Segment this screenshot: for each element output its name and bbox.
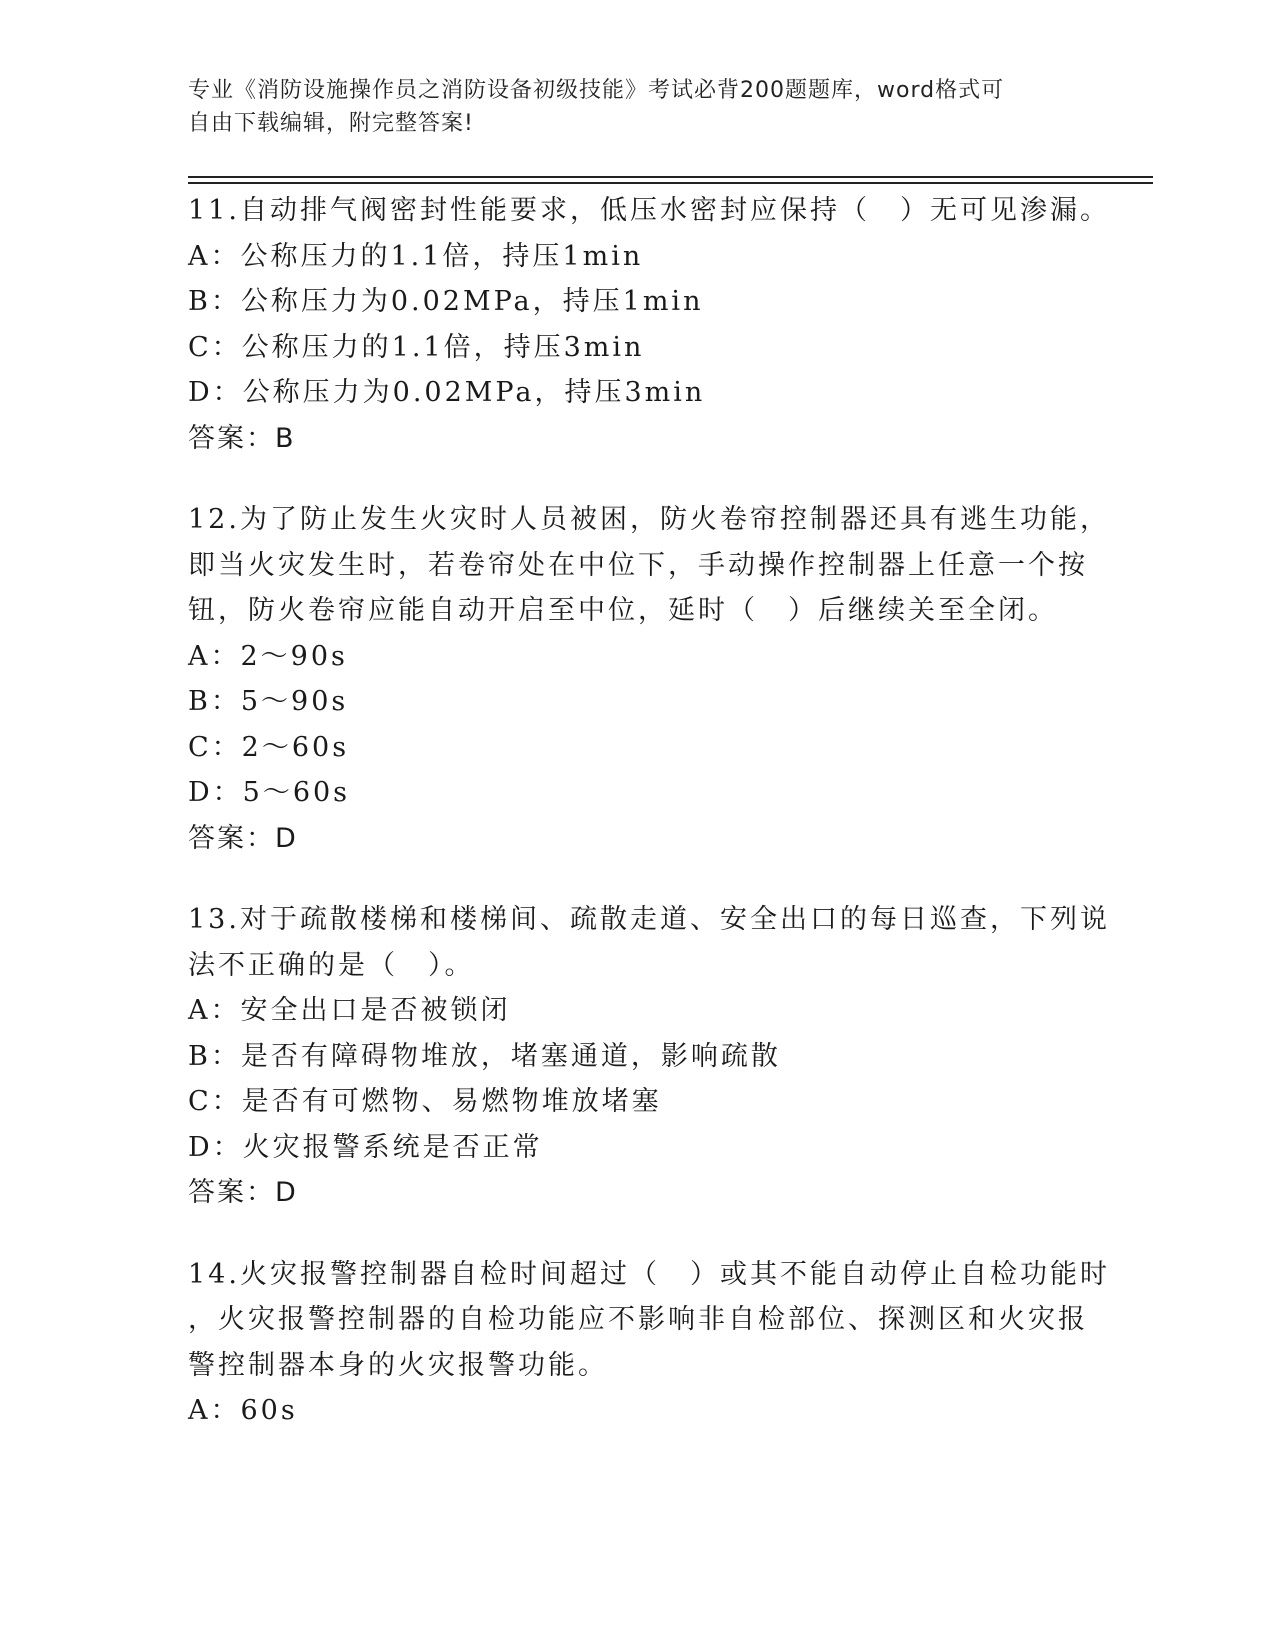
option-a: A：安全出口是否被锁闭 bbox=[188, 995, 511, 1026]
header-divider-bottom bbox=[188, 182, 1153, 184]
option-a: A：2～90s bbox=[188, 640, 348, 672]
answer-line: 答案：D bbox=[188, 1177, 298, 1208]
option-c: C：2～60s bbox=[188, 731, 350, 763]
question-14 bbox=[188, 1252, 1110, 1434]
question-stem: 钮，防火卷帘应能自动开启至中位，延时（ ）后继续关至全闭。 bbox=[188, 595, 1058, 626]
question-stem: 13.对于疏散楼梯和楼梯间、疏散走道、安全出口的每日巡查，下列说 bbox=[188, 904, 1110, 935]
answer-line: 答案：B bbox=[188, 422, 296, 454]
option-d: D：火灾报警系统是否正常 bbox=[188, 1131, 543, 1163]
option-c: C：公称压力的1.1倍，持压3min bbox=[188, 331, 645, 363]
header-line-2: 自由下载编辑，附完整答案! bbox=[188, 111, 474, 136]
question-stem: ，火灾报警控制器的自检功能应不影响非自检部位、探测区和火灾报 bbox=[188, 1304, 1088, 1335]
question-stem: 即当火灾发生时，若卷帘处在中位下，手动操作控制器上任意一个按 bbox=[188, 549, 1088, 581]
option-b: B：5～90s bbox=[188, 686, 349, 717]
option-c: C：是否有可燃物、易燃物堆放堵塞 bbox=[188, 1086, 662, 1117]
question-stem: 11.自动排气阀密封性能要求，低压水密封应保持（ ）无可见渗漏。 bbox=[188, 195, 1110, 226]
question-11 bbox=[188, 188, 1110, 461]
document-header bbox=[188, 74, 1088, 140]
question-13 bbox=[188, 897, 1110, 1216]
header-line-1: 专业《消防设施操作员之消防设备初级技能》考试必背200题题库，word格式可 bbox=[188, 78, 1005, 103]
question-stem: 12.为了防止发生火灾时人员被困，防火卷帘控制器还具有逃生功能， bbox=[188, 504, 1110, 535]
question-stem: 14.火灾报警控制器自检时间超过（ ）或其不能自动停止自检功能时 bbox=[188, 1258, 1110, 1290]
option-a: A：公称压力的1.1倍，持压1min bbox=[188, 240, 644, 272]
option-b: B：公称压力为0.02MPa，持压1min bbox=[188, 286, 704, 317]
question-12 bbox=[188, 497, 1110, 861]
option-d: D：5～60s bbox=[188, 777, 351, 808]
option-d: D：公称压力为0.02MPa，持压3min bbox=[188, 377, 706, 408]
option-b: B：是否有障碍物堆放，堵塞通道，影响疏散 bbox=[188, 1040, 781, 1072]
answer-line: 答案：D bbox=[188, 822, 298, 854]
question-stem: 法不正确的是（ ）。 bbox=[188, 949, 475, 981]
question-list bbox=[188, 188, 1110, 1470]
option-a: A：60s bbox=[188, 1395, 298, 1426]
question-stem: 警控制器本身的火灾报警功能。 bbox=[188, 1349, 608, 1381]
header-divider-top bbox=[188, 176, 1153, 178]
